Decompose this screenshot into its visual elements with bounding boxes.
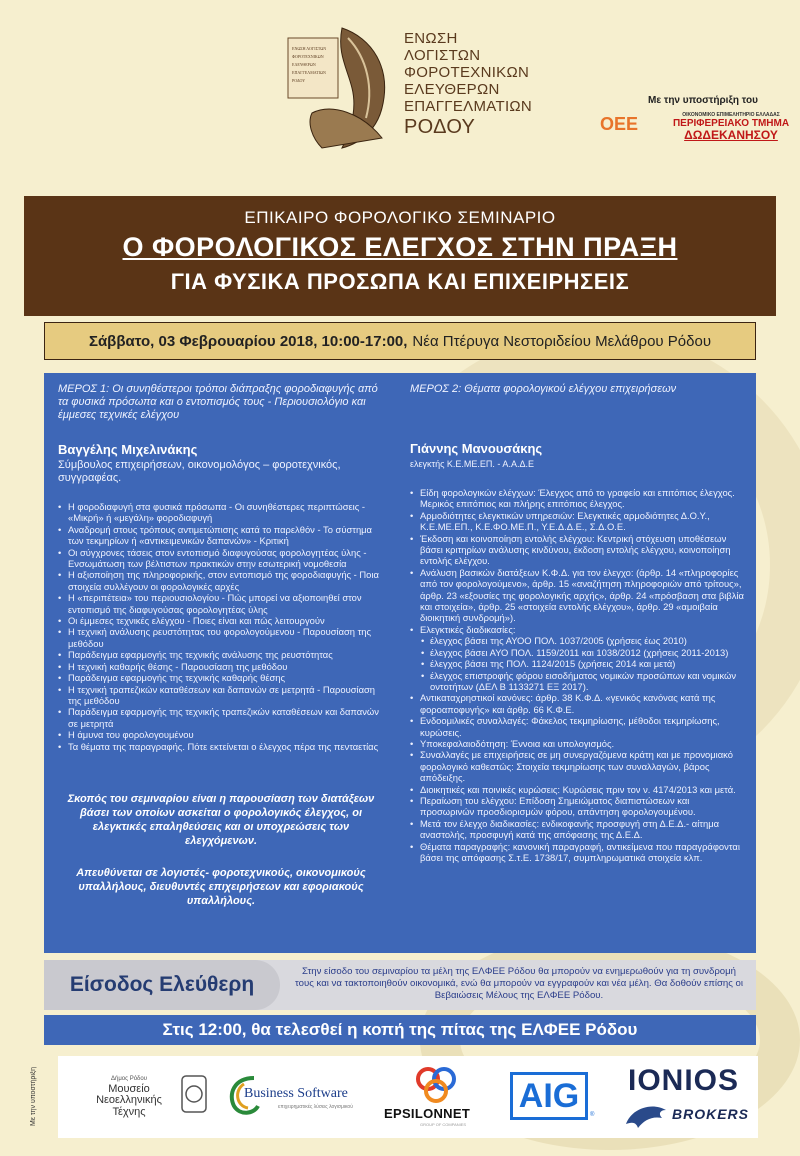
part1-topics — [58, 501, 384, 752]
ionios-name: IONIOS — [628, 1064, 740, 1097]
org-name-line: ΕΝΩΣΗ — [404, 30, 458, 47]
list-item: • Ενδοομιλικές συναλλαγές: Φάκελος τεκμηρίωσης, μέθοδοι τεκμηρίωσης, κυρώσεις. — [410, 715, 744, 738]
sponsor-business-software — [218, 1056, 368, 1138]
list-item: • Διοικητικές και ποινικές κυρώσεις: Κυρώσεις πριν τον ν. 4174/2013 και μετά. — [410, 784, 744, 795]
union-logo-icon — [282, 18, 400, 158]
dolphin-icon — [622, 1098, 672, 1134]
seminar-purpose: Σκοπός του σεμιναρίου είναι η παρουσίαση των διατάξεων βάσει των οποίων ασκείται ο φορολογικός έλεγχος, οι ελεγκτικές επαληθεύσεις και οι υποχρεώσεις των ελεγχόμενων. — [67, 792, 375, 847]
list-item: • Ελεγκτικές διαδικασίες: — [410, 624, 744, 635]
seminar-supertitle: ΕΠΙΚΑΙΡΟ ΦΟΡΟΛΟΓΙΚΟ ΣΕΜΙΝΑΡΙΟ — [244, 208, 556, 227]
list-item: • Οι σύγχρονες τάσεις στον εντοπισμό διαφυγούσας φορολογητέας ύλης - Ενσωμάτωση των βέλτιστων πρακτικών στην εσωτερική νομοθεσία — [58, 547, 384, 570]
part1-column — [58, 383, 384, 908]
logo-text-line: ΡΟΔΟΥ — [292, 78, 306, 83]
epsilonnet-knot-icon — [412, 1066, 460, 1104]
org-name-line: ΕΠΑΓΓΕΛΜΑΤΙΩΝ — [404, 98, 533, 115]
part2-topics — [410, 487, 744, 863]
sponsor-aig — [500, 1056, 600, 1138]
part2-speaker: Γιάννης Μανουσάκης — [410, 441, 543, 456]
oee-logo-icon: ΟΕΕ — [600, 114, 639, 134]
chamber-logo — [672, 112, 790, 142]
epsilonnet-name: EPSILONNET — [384, 1106, 471, 1121]
list-item: • Η «περιπέτεια» του περιουσιολογίου - Πώς μπορεί να αξιοποιηθεί στον εντοπισμό της διαφυγούσας φορολογητέας ύλης — [58, 592, 384, 615]
logo-text-line: ΦΟΡΟΤΕΧΝΙΚΩΝ — [292, 54, 324, 59]
part1-title: ΜΕΡΟΣ 1: Οι συνηθέστεροι τρόποι διάπραξης φοροδιαφυγής από τα φυσικά πρόσωπα και ο εντοπισμός τους - Περιουσιολόγιο και έμμεσες τεχνικές ελέγχου — [58, 383, 378, 421]
aig-logo: AIG — [510, 1072, 588, 1120]
sponsor-epsilonnet — [376, 1056, 496, 1138]
list-item: • Παράδειγμα εφαρμογής της τεχνικής τραπεζικών καταθέσεων και δαπανών σε μετρητά — [58, 706, 384, 729]
list-item: • έλεγχος βάσει της ΠΟΛ. 1124/2015 (χρήσεις 2014 και μετά) — [410, 658, 744, 669]
museum-name-2: Τέχνης — [112, 1106, 146, 1118]
part2-column — [410, 383, 744, 863]
list-item: • Η τεχνική καθαρής θέσης - Παρουσίαση της μεθόδου — [58, 661, 384, 672]
program-panel — [44, 373, 756, 953]
aig-registered: ® — [590, 1112, 595, 1118]
list-item: • Συναλλαγές με επιχειρήσεις σε μη συνεργαζόμενα κράτη και με προνομιακό φορολογικό καθεστώς: Στοιχεία τεκμηρίωσης των συναλλαγών, βάρος απόδειξης. — [410, 749, 744, 783]
business-software-name: Business Software — [244, 1086, 348, 1101]
list-item: • Αρμοδιότητες ελεγκτικών υπηρεσιών: Ελεγκτικές αρμοδιότητες Δ.Ο.Υ., Κ.Ε.ΜΕ.ΕΠ., Κ.Ε.ΦΟ.ΜΕ.Π., Υ.Ε.Δ.Δ.Ε., Σ.Δ.Ο.Ε. — [410, 510, 744, 533]
list-item: • Η φοροδιαφυγή στα φυσικά πρόσωπα - Οι συνηθέστερες περιπτώσεις - «Μικρή» ή «μεγάλη» φοροδιαφυγή — [58, 501, 384, 524]
list-item: • Οι έμμεσες τεχνικές ελέγχου - Ποιες είναι και πώς λειτουργούν — [58, 615, 384, 626]
list-item: • Περαίωση του ελέγχου: Επίδοση Σημειώματος διαπιστώσεων και προσωρινών προσδιορισμών φόρου, απάντηση φορολογουμένου. — [410, 795, 744, 818]
museum-emblem-icon — [180, 1074, 208, 1114]
sponsor-ionios — [614, 1056, 754, 1138]
seminar-title: Ο ΦΟΡΟΛΟΓΙΚΟΣ ΕΛΕΓΧΟΣ ΣΤΗΝ ΠΡΑΞΗ — [122, 232, 678, 262]
chamber-big: ΔΩΔΕΚΑΝΗΣΟΥ — [684, 128, 778, 142]
list-item: • Τα θέματα της παραγραφής. Πότε εκτείνεται ο έλεγχος πέρα της πενταετίας — [58, 741, 384, 752]
sponsors-strip — [58, 1056, 758, 1138]
epsilonnet-sub: GROUP OF COMPANIES — [420, 1122, 467, 1127]
free-entry-label: Είσοδος Ελεύθερη — [44, 960, 280, 1010]
seminar-audience: Απευθύνεται σε λογιστές- φοροτεχνικούς, οικονομικούς υπαλλήλους, διευθυντές επιχειρήσεων και εφοριακούς υπαλλήλους. — [76, 866, 366, 907]
list-item: • Ανάλυση βασικών διατάξεων Κ.Φ.Δ. για τον έλεγχο: (άρθρ. 14 «πληροφορίες από τον φορολογούμενο», άρθρ. 15 «αναζήτηση πληροφοριών από τρίτους», άρθρ. 23 «εξουσίες της φορολογικής αρχής», άρθρ. 24 «πρόσβαση στα βιβλία και στοιχεία», άρθρ. 25 «στοιχεία εντολής ελέγχου», άρθρ. 29 «αμοιβαία διοικητική συνδρομή»). — [410, 567, 744, 624]
list-item: • Η άμυνα του φορολογουμένου — [58, 729, 384, 740]
part1-speaker: Βαγγέλης Μιχελινάκης — [58, 442, 198, 457]
list-item: • Αναδρομή στους τρόπους αντιμετώπισης κατά το παρελθόν - Το σύστημα των τεκμηρίων ή «αντικειμενικών δαπανών» - Κριτική — [58, 524, 384, 547]
title-band — [24, 196, 776, 316]
list-item: • Παράδειγμα εφαρμογής της τεχνικής καθαρής θέσης — [58, 672, 384, 683]
list-item: • Η τεχνική τραπεζικών καταθέσεων και δαπανών σε μετρητά - Παρουσίαση της μεθόδου — [58, 684, 384, 707]
list-item: • Είδη φορολογικών ελέγχων: Έλεγχος από το γραφείο και επιτόπιος έλεγχος. Μερικός επιτόπιος και πλήρης επιτόπιος έλεγχος. — [410, 487, 744, 510]
entry-info: Στην είσοδο του σεμιναρίου τα μέλη της ΕΛΦΕΕ Ρόδου θα μπορούν να ενημερωθούν για τη συνδρομή τους και να τακτοποιηθούν οικονομικά, ενώ θα μπορούν να εγγραφούν και νέα μέλη. Θα δοθούν επίσης οι Βεβαιώσεις Μέλους της ΕΛΦΕΕ Ρόδου. — [294, 966, 744, 1001]
part1-speaker-role: Σύμβουλος επιχειρήσεων, οικονομολόγος – φοροτεχνικός, συγγραφέας. — [58, 459, 341, 484]
date-time: Σάββατο, 03 Φεβρουαρίου 2018, 10:00-17:00, — [88, 332, 408, 350]
org-name-line: ΡΟΔΟΥ — [404, 116, 476, 138]
part2-title: ΜΕΡΟΣ 2: Θέματα φορολογικού ελέγχου επιχειρήσεων — [410, 383, 677, 395]
sponsors-side-label: Με την υποστήριξη — [30, 1067, 37, 1127]
org-name-line: ΦΟΡΟΤΕΧΝΙΚΩΝ — [404, 64, 530, 81]
ionios-brokers: BROKERS — [672, 1106, 750, 1122]
logo-text-line: ΕΠΑΓΓΕΛΜΑΤΙΩΝ — [292, 70, 326, 75]
entry-band — [44, 960, 756, 1010]
list-item: • Έκδοση και κοινοποίηση εντολής ελέγχου: Κεντρική στόχευση υποθέσεων βάσει κριτηρίων ανάλυσης κινδύνου, έκδοση εντολής ελέγχου, κοινοποίηση εντολής ελέγχου. — [410, 533, 744, 567]
list-item: • Παράδειγμα εφαρμογής της τεχνικής ανάλυσης της ρευστότητας — [58, 649, 384, 660]
part2-speaker-role: ελεγκτής Κ.Ε.ΜΕ.ΕΠ. - Α.Α.Δ.Ε — [410, 459, 534, 469]
org-name — [404, 30, 564, 139]
date-band — [44, 322, 756, 360]
seminar-subtitle: ΓΙΑ ΦΥΣΙΚΑ ΠΡΟΣΩΠΑ ΚΑΙ ΕΠΙΧΕΙΡΗΣΕΙΣ — [170, 269, 630, 294]
sponsor-museum — [68, 1056, 208, 1138]
venue: Νέα Πτέρυγα Νεστοριδείου Μελάθρου Ρόδου — [412, 332, 712, 350]
support-label: Με την υποστήριξη του — [648, 95, 758, 106]
list-item: • Θέματα παραγραφής: κανονική παραγραφή, αντικείμενα που παραγράφονται βάσει της απόφασης Σ.τ.Ε. 1738/17, συμπληρωματικά στοιχεία κλπ. — [410, 841, 744, 864]
business-software-tagline: επιχειρηματικές λύσεις λογισμικού — [278, 1104, 353, 1110]
museum-municipality: Δήμος Ρόδου — [111, 1076, 147, 1082]
list-item: • Υποκεφαλαιοδότηση: Έννοια και υπολογισμός. — [410, 738, 744, 749]
list-item: • έλεγχος επιστροφής φόρου εισοδήματος νομικών προσώπων και νομικών οντοτήτων (ΔΕΛ Β 1133271 ΕΞ 2017). — [410, 670, 744, 693]
chamber-mid: ΠΕΡΙΦΕΡΕΙΑΚΟ ΤΜΗΜΑ — [672, 118, 790, 129]
list-item: • έλεγχος βάσει της ΑΥΟΟ ΠΟΛ. 1037/2005 (χρήσεις έως 2010) — [410, 635, 744, 646]
org-name-line: ΛΟΓΙΣΤΩΝ — [404, 47, 481, 64]
chamber-small: ΟΙΚΟΝΟΜΙΚΟ ΕΠΙΜΕΛΗΤΗΡΙΟ ΕΛΛΑΔΑΣ — [682, 112, 780, 118]
logo-text-line: ΕΛΕΥΘΕΡΩΝ — [292, 62, 316, 67]
list-item: • Αντικαταχρηστικοί κανόνες: άρθρ. 38 Κ.Φ.Δ. «γενικός κανόνας κατά της φοροαποφυγής» και άρθρ. 66 Κ.Φ.Ε. — [410, 692, 744, 715]
list-item: • Η αξιοποίηση της πληροφορικής, στον εντοπισμό της φοροδιαφυγής - Ποια στοιχεία συλλέγουν οι φορολογικές αρχές — [58, 569, 384, 592]
org-name-line: ΕΛΕΥΘΕΡΩΝ — [404, 81, 500, 98]
list-item: • Μετά τον έλεγχο διαδικασίες: ενδικοφανής προσφυγή στη Δ.Ε.Δ.- αίτημα αναστολής, προσφυγή κατά της απόφασης της Δ.Ε.Δ. — [410, 818, 744, 841]
cake-cutting-band: Στις 12:00, θα τελεσθεί η κοπή της πίτας της ΕΛΦΕΕ Ρόδου — [44, 1015, 756, 1045]
list-item: • έλεγχος βάσει ΑΥΟ ΠΟΛ. 1159/2011 και 1038/2012 (χρήσεις 2011-2013) — [410, 647, 744, 658]
museum-name: Μουσείο Νεοελληνικής — [96, 1083, 162, 1106]
logo-text-line: ΕΝΩΣΗ ΛΟΓΙΣΤΩΝ — [292, 46, 327, 51]
list-item: • Η τεχνική ανάλυσης ρευστότητας του φορολογούμενου - Παρουσίαση της μεθόδου — [58, 626, 384, 649]
